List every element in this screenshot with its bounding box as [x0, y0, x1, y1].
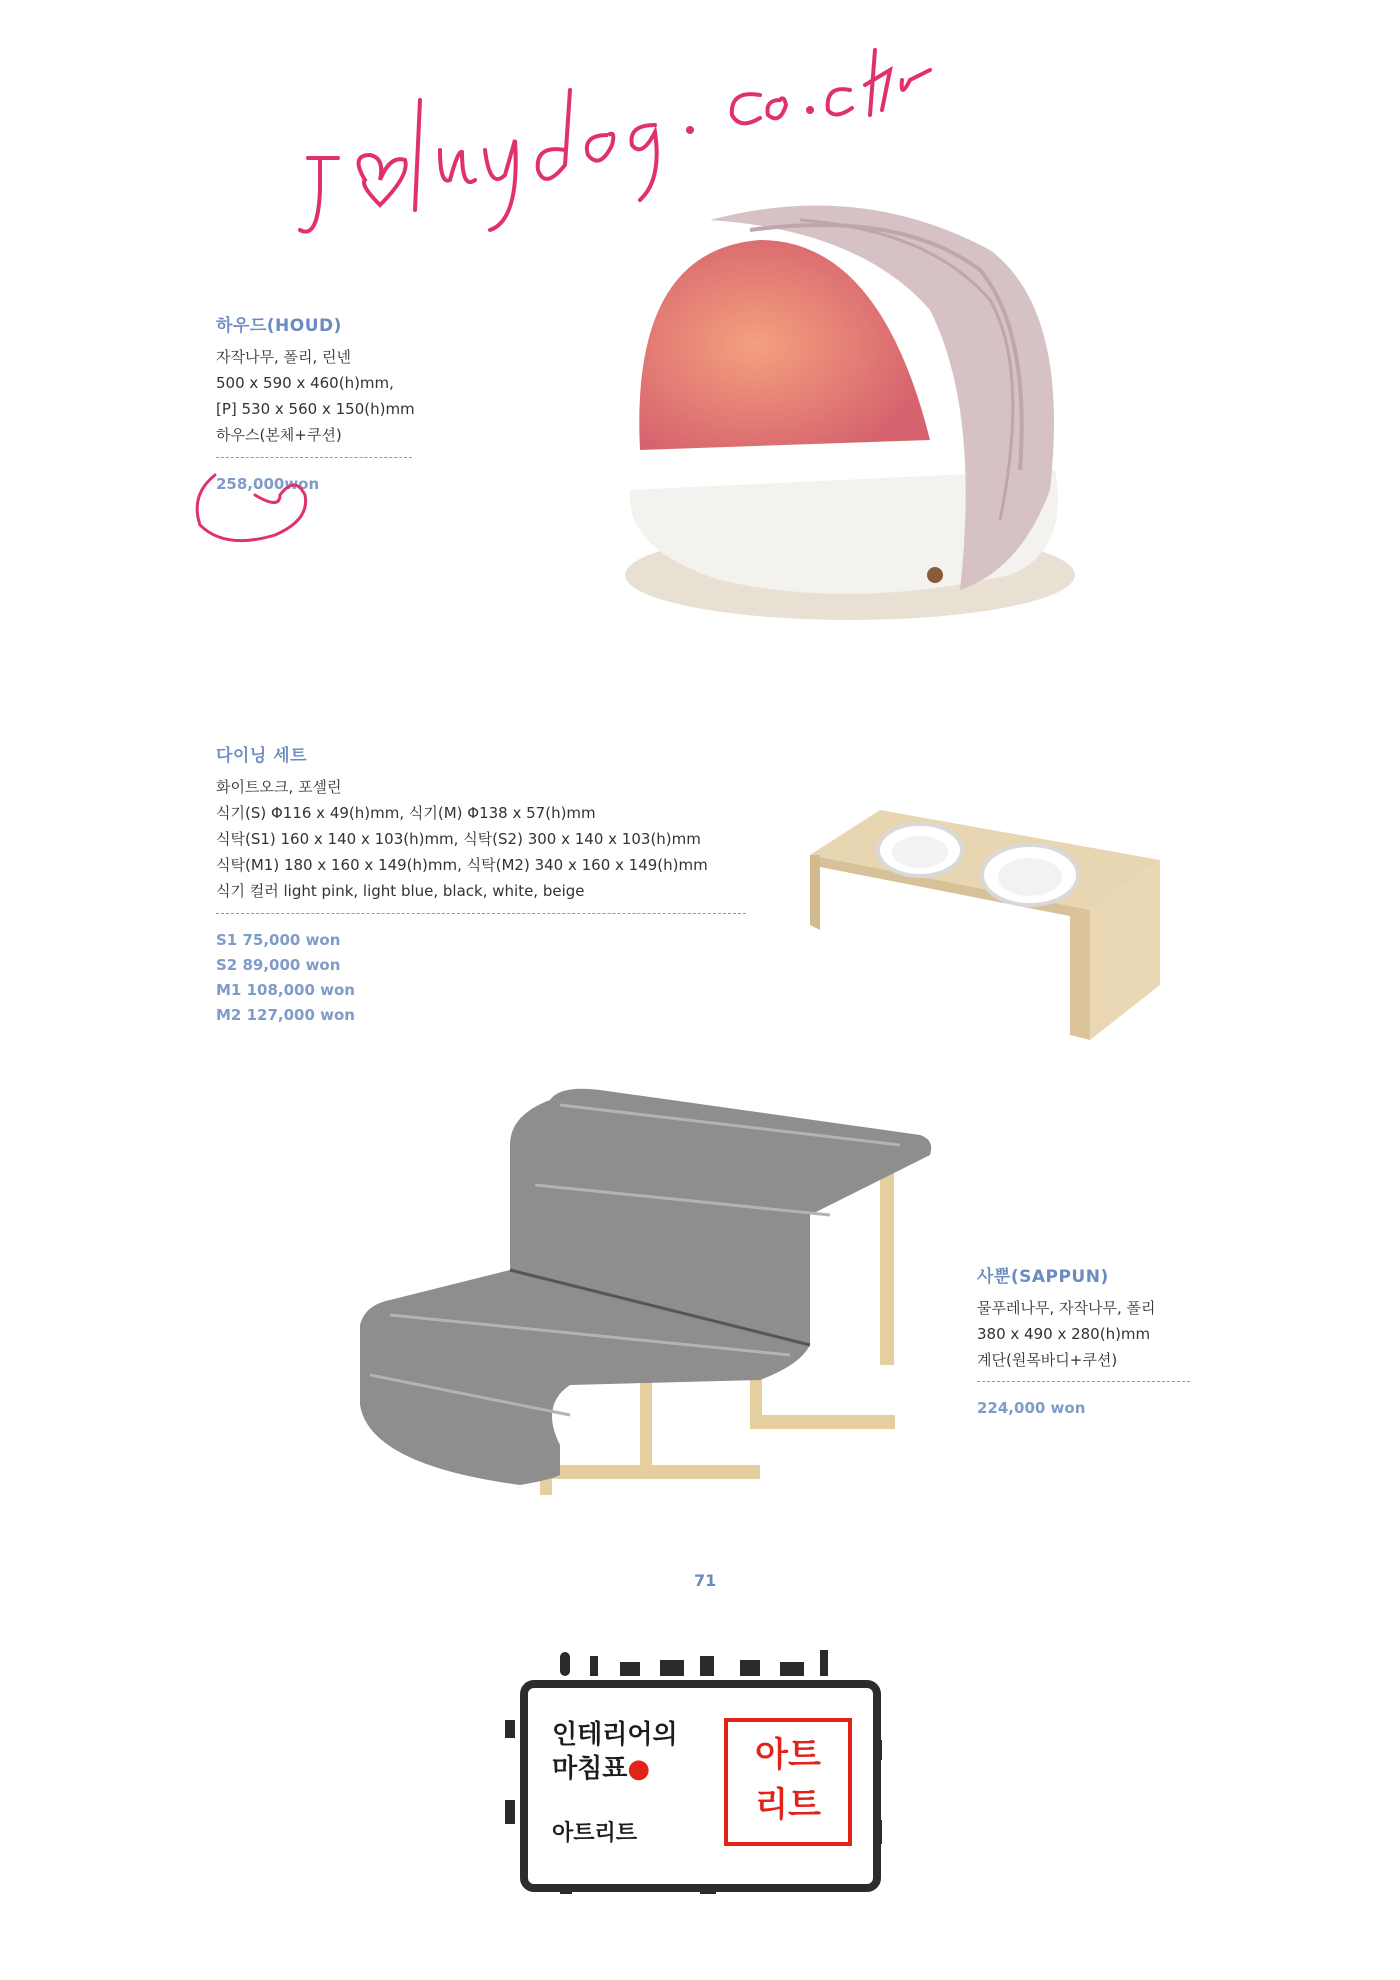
- sappun-divider: [977, 1381, 1190, 1382]
- stamp-line: 아트: [755, 1735, 821, 1775]
- sappun-product-image: [360, 1085, 940, 1505]
- sappun-price: 224,000 won: [977, 1399, 1086, 1417]
- dining-product-image: [800, 800, 1170, 1055]
- dining-specs: [216, 774, 708, 904]
- logo-brand: 아트리트: [552, 1821, 638, 1846]
- sappun-specs: [977, 1295, 1155, 1373]
- red-dot-icon: ●: [627, 1754, 651, 1784]
- dining-price: M2 127,000 won: [216, 1006, 355, 1024]
- price-circle-scribble: [185, 455, 335, 555]
- houd-spec-line: [P] 530 x 560 x 150(h)mm: [216, 400, 415, 418]
- sappun-spec-line: 380 x 490 x 280(h)mm: [977, 1325, 1151, 1343]
- logo-tagline-line1: 인테리어의: [552, 1720, 678, 1750]
- dining-price: S2 89,000 won: [216, 956, 341, 974]
- houd-title: 하우드(HOUD): [216, 316, 342, 336]
- houd-spec-line: 500 x 590 x 460(h)mm,: [216, 374, 394, 392]
- dining-spec-line: 식탁(M1) 180 x 160 x 149(h)mm, 식탁(M2) 340 x 160 x 149(h)mm: [216, 856, 708, 874]
- sappun-spec-line: 계단(원목바디+쿠션): [977, 1351, 1118, 1369]
- houd-product-image: [600, 190, 1080, 650]
- houd-spec-line: 자작나무, 폴리, 린넨: [216, 348, 351, 366]
- logo-tagline-text: 마침표: [552, 1754, 628, 1784]
- brand-logo: [520, 1680, 881, 1892]
- dining-title: 다이닝 세트: [216, 746, 308, 766]
- sappun-spec-line: 물푸레나무, 자작나무, 폴리: [977, 1299, 1156, 1317]
- page-number: 71: [694, 1571, 717, 1590]
- logo-stamp: [724, 1718, 852, 1846]
- dining-spec-line: 식기 컬러 light pink, light blue, black, white, beige: [216, 882, 585, 900]
- dining-price: M1 108,000 won: [216, 981, 355, 999]
- dining-prices: [216, 928, 355, 1028]
- dining-spec-line: 식탁(S1) 160 x 140 x 103(h)mm, 식탁(S2) 300 x 140 x 103(h)mm: [216, 830, 701, 848]
- houd-specs: [216, 344, 415, 448]
- logo-tagline-line2: [552, 1748, 650, 1785]
- dining-price: S1 75,000 won: [216, 931, 341, 949]
- dining-spec-line: 식기(S) Φ116 x 49(h)mm, 식기(M) Φ138 x 57(h)mm: [216, 804, 596, 822]
- dining-divider: [216, 913, 746, 914]
- stamp-line: 리트: [755, 1785, 821, 1825]
- sappun-title: 사뿐(SAPPUN): [977, 1267, 1109, 1287]
- houd-spec-line: 하우스(본체+쿠션): [216, 426, 342, 444]
- dining-spec-line: 화이트오크, 포셀린: [216, 778, 342, 796]
- houd-price: 258,000won: [216, 475, 320, 493]
